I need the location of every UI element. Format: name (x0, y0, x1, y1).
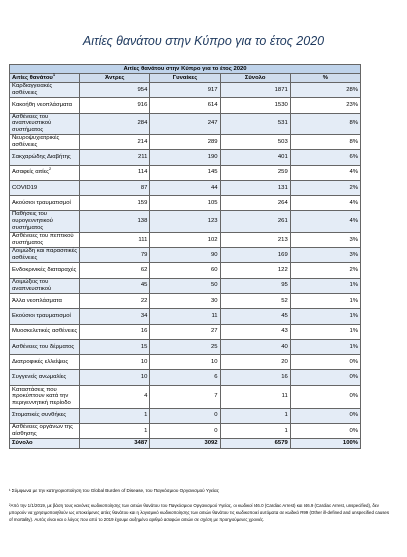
cell-cause (10, 370, 80, 385)
table-caption: Αιτίες θανάτου στην Κύπρο για το έτος 2020 (10, 65, 361, 74)
cell-women: 90 (150, 248, 220, 263)
cause-label: Άλλα νεοπλάσματα (12, 297, 62, 304)
cell-women: 50 (150, 278, 220, 293)
cell-cause (10, 83, 80, 98)
cell-men: 22 (80, 293, 150, 308)
cell-total: 169 (220, 248, 290, 263)
cell-women: 917 (150, 83, 220, 98)
cell-total: 1 (220, 408, 290, 423)
cell-percent: 4% (290, 196, 360, 211)
cause-label: Στοματικές συνθήκες (12, 412, 67, 419)
cause-label: Συγγενείς ανωμαλίες (12, 374, 67, 381)
header-cause (10, 71, 80, 83)
table-row (10, 385, 361, 408)
table-row (10, 263, 361, 278)
cell-men: 916 (80, 98, 150, 113)
table-row (10, 408, 361, 423)
cell-cause (10, 424, 80, 439)
table-row (10, 150, 361, 165)
cell-total: 20 (220, 355, 290, 370)
cell-women: 105 (150, 196, 220, 211)
cell-men: 114 (80, 165, 150, 180)
total-men: 3487 (80, 439, 150, 449)
cell-total: 43 (220, 324, 290, 339)
cell-cause (10, 385, 80, 408)
cell-percent: 1% (290, 293, 360, 308)
cause-label: Ασθένειες του δέρματος (12, 343, 75, 350)
cell-men: 10 (80, 370, 150, 385)
table-header-row (10, 74, 361, 83)
cell-women: 60 (150, 263, 220, 278)
cell-men: 79 (80, 248, 150, 263)
cell-women: 247 (150, 113, 220, 134)
cell-men: 954 (80, 83, 150, 98)
cell-women: 10 (150, 355, 220, 370)
cause-label: Καρδιαγγειακές ασθένειες (12, 83, 53, 97)
cell-percent: 8% (290, 113, 360, 134)
header-percent: % (290, 74, 360, 83)
cell-total: 11 (220, 385, 290, 408)
table-row (10, 278, 361, 293)
cell-percent: 2% (290, 263, 360, 278)
cell-percent: 4% (290, 211, 360, 232)
cell-percent: 28% (290, 83, 360, 98)
cell-percent: 0% (290, 424, 360, 439)
page-title: Αιτίες θανάτου στην Κύπρο για το έτος 2020 (82, 34, 325, 48)
cell-cause (10, 339, 80, 354)
cell-women: 7 (150, 385, 220, 408)
cell-percent: 1% (290, 324, 360, 339)
cell-cause (10, 98, 80, 113)
cell-total: 52 (220, 293, 290, 308)
table-row (10, 211, 361, 232)
cell-percent: 8% (290, 134, 360, 149)
cell-cause (10, 278, 80, 293)
table-row (10, 83, 361, 98)
cell-men: 1 (80, 408, 150, 423)
cause-label: Εκούσιοι τραυματισμοί (12, 313, 71, 319)
cell-cause (10, 248, 80, 263)
cell-men: 111 (80, 232, 150, 247)
cause-label: Καταστάσεις που προκύπτουν κατά την περιγεννητική περίοδο (12, 386, 71, 407)
cell-total: 40 (220, 339, 290, 354)
cell-men: 34 (80, 309, 150, 324)
cause-label: Διατροφικές ελλείψεις (12, 358, 69, 365)
cell-men: 62 (80, 263, 150, 278)
cell-cause (10, 134, 80, 149)
cell-total: 259 (220, 165, 290, 180)
table-row (10, 339, 361, 354)
table-row (10, 98, 361, 113)
header-cause-footnote-ref: 1 (52, 71, 56, 77)
cell-total: 1871 (220, 83, 290, 98)
cell-women: 102 (150, 232, 220, 247)
cell-percent: 4% (290, 165, 360, 180)
cause-label: Σακχαρώδης Διαβήτης (12, 153, 71, 160)
cell-women: 190 (150, 150, 220, 165)
cell-total: 503 (220, 134, 290, 149)
cell-total: 122 (220, 263, 290, 278)
cell-percent: 0% (290, 370, 360, 385)
cell-total: 1530 (220, 98, 290, 113)
cause-label: Ασθένειες του πεπτικού συστήματος (12, 233, 74, 246)
table-row (10, 309, 361, 324)
cause-label: Μυοσκελετικές ασθένειες (12, 328, 78, 335)
cell-women: 30 (150, 293, 220, 308)
cell-women: 6 (150, 370, 220, 385)
header-total: Σύνολο (220, 74, 290, 83)
cell-percent: 23% (290, 98, 360, 113)
cause-label: Ασθένειες οργάνων της αίσθησης (12, 424, 73, 438)
cause-label: Ενδοκρινικές διαταραχές (12, 267, 77, 274)
cell-men: 284 (80, 113, 150, 134)
cell-cause (10, 165, 80, 180)
cell-percent: 1% (290, 309, 360, 324)
cause-label: Ακούσιοι τραυματισμοί (12, 199, 71, 206)
header-cause-label: Αιτίες θανάτου (12, 74, 53, 81)
cell-cause (10, 324, 80, 339)
header-women: Γυναίκες (150, 74, 220, 83)
cell-cause (10, 113, 80, 134)
cell-cause (10, 211, 80, 232)
cause-label: Ασθένειες του αναπνευστικού συστήματος (12, 113, 52, 134)
cell-women: 27 (150, 324, 220, 339)
cell-total: 264 (220, 196, 290, 211)
cell-men: 4 (80, 385, 150, 408)
cell-percent: 0% (290, 408, 360, 423)
table-row (10, 113, 361, 134)
cell-men: 87 (80, 180, 150, 195)
table-row (10, 424, 361, 439)
total-label: Σύνολο (10, 439, 80, 449)
cause-label: COVID19 (12, 184, 38, 191)
cell-percent: 0% (290, 355, 360, 370)
cause-label: Νευροψυχιατρικές ασθένειες (12, 135, 60, 149)
table-row (10, 370, 361, 385)
table-row (10, 248, 361, 263)
cell-men: 138 (80, 211, 150, 232)
cell-percent: 3% (290, 248, 360, 263)
table-row (10, 180, 361, 195)
cell-men: 45 (80, 278, 150, 293)
table-row (10, 293, 361, 308)
table-row (10, 196, 361, 211)
footnote-1: ¹ Σύμφωνα με την κατηγοριοποίηση του Global Burden of Disease, του Παγκόσμιου Οργανισμού Υγείας (9, 488, 219, 493)
cell-total: 16 (220, 370, 290, 385)
cell-women: 44 (150, 180, 220, 195)
cell-cause (10, 408, 80, 423)
cell-women: 289 (150, 134, 220, 149)
cause-label: Λοιμώξεις του αναπνευστικού (12, 279, 52, 292)
total-women: 3092 (150, 439, 220, 449)
cell-women: 145 (150, 165, 220, 180)
cell-cause (10, 196, 80, 211)
cell-women: 123 (150, 211, 220, 232)
cell-percent: 1% (290, 339, 360, 354)
cell-cause (10, 180, 80, 195)
cell-total: 531 (220, 113, 290, 134)
cell-women: 0 (150, 408, 220, 423)
cell-percent: 0% (290, 385, 360, 408)
cell-men: 16 (80, 324, 150, 339)
total-percent: 100% (290, 439, 360, 449)
cause-label: Λοιμώδη και παρασιτικές ασθένειες (12, 248, 78, 262)
cell-women: 0 (150, 424, 220, 439)
cell-percent: 6% (290, 150, 360, 165)
cell-total: 1 (220, 424, 290, 439)
table-caption-row (10, 65, 361, 74)
cell-total: 95 (220, 278, 290, 293)
cause-label: Κακοήθη νεοπλάσματα (12, 102, 73, 109)
cell-cause (10, 309, 80, 324)
total-total: 6579 (220, 439, 290, 449)
cell-women: 11 (150, 309, 220, 324)
cell-total: 213 (220, 232, 290, 247)
table-row (10, 355, 361, 370)
cell-women: 614 (150, 98, 220, 113)
table-total-row (10, 439, 361, 449)
cell-total: 131 (220, 180, 290, 195)
cell-men: 214 (80, 134, 150, 149)
cause-label: Παθήσεις του ουρογεννητικού συστήματος (12, 211, 53, 231)
cell-cause (10, 293, 80, 308)
cell-men: 1 (80, 424, 150, 439)
footnote-2: ²Από την 1/1/2019, με βάση τους κανόνες κωδικοποίησης των αιτιών θανάτου του Παγκόσμιου Οργανισμού Υγείας, οι κωδικοί I46.0 (Cardiac Arrest) και I46.9 (Cardiac Arrest, unspecified), δεν μπορούν να χρησιμοποιηθούν ως υποκείμενες αιτίες θανάτου και η λογισμικό κωδικοποίησης των αιτιών θανάτου τις κωδικοποιεί αυτόματα σε κωδικό R99 (Other ill-defined and unspecified causes of mortality). Αυτός είναι και ο λόγος που από το 2019 έχουμε αυξημένο αριθμό ασαφών αιτιών σε σχέση με προηγούμενες χρονιές. (9, 503, 390, 522)
cell-cause (10, 263, 80, 278)
cell-men: 211 (80, 150, 150, 165)
cell-cause (10, 355, 80, 370)
cause-label: Ασαφείς αιτίες (12, 169, 50, 176)
cell-percent: 1% (290, 278, 360, 293)
table-row (10, 232, 361, 247)
table-row (10, 134, 361, 149)
cell-men: 159 (80, 196, 150, 211)
cell-total: 261 (220, 211, 290, 232)
causes-of-death-table (9, 64, 361, 449)
cell-men: 10 (80, 355, 150, 370)
table-row (10, 165, 361, 180)
cell-total: 45 (220, 309, 290, 324)
header-men: Άντρες (80, 74, 150, 83)
cell-women: 25 (150, 339, 220, 354)
cell-men: 15 (80, 339, 150, 354)
cell-cause (10, 232, 80, 247)
cell-total: 401 (220, 150, 290, 165)
cause-footnote-ref: 2 (49, 166, 52, 172)
cell-percent: 3% (290, 232, 360, 247)
cell-percent: 2% (290, 180, 360, 195)
cell-cause (10, 150, 80, 165)
table-row (10, 324, 361, 339)
